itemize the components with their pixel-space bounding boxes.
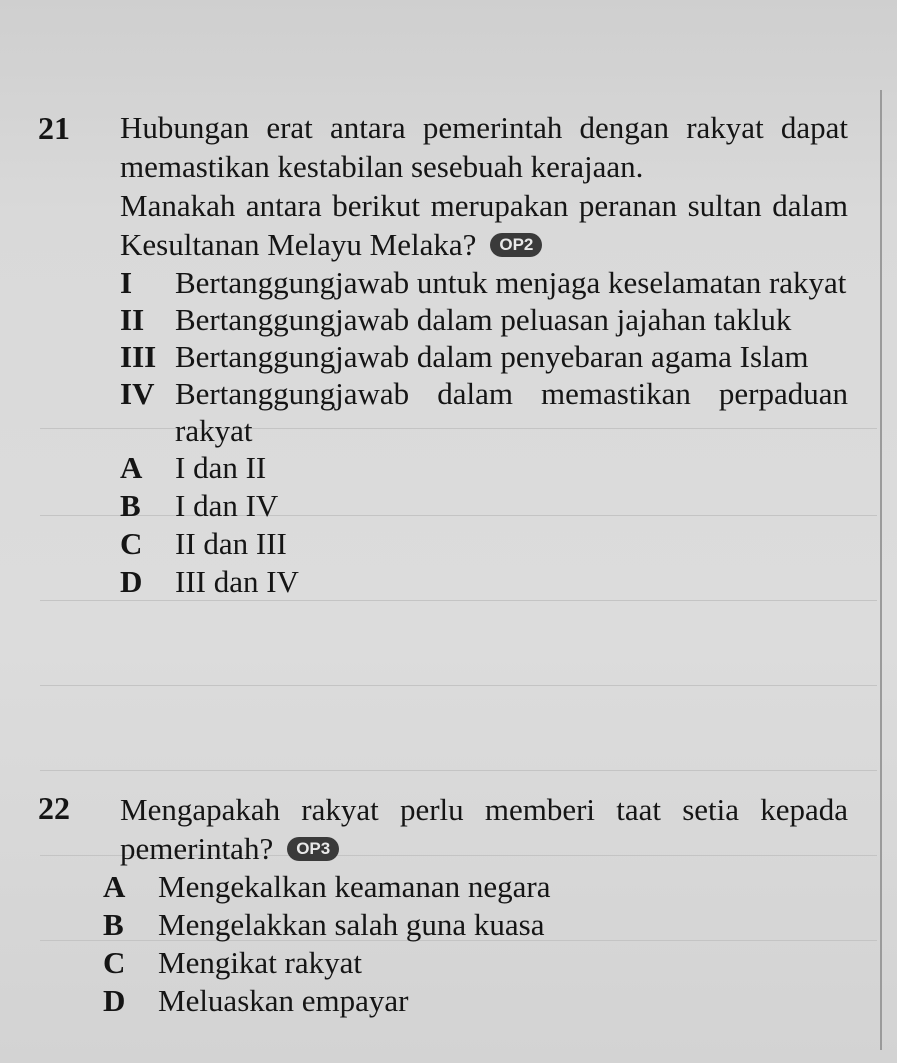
statement-text: Bertanggungjawab dalam peluasan jajahan takluk [175, 302, 792, 337]
answer-option-a[interactable] [103, 868, 848, 906]
answer-option-b[interactable] [120, 487, 848, 525]
statement-item [120, 375, 848, 449]
option-letter: B [103, 907, 124, 942]
question-number: 22 [38, 790, 70, 826]
option-text: Meluaskan empayar [158, 983, 409, 1018]
answer-option-a[interactable] [120, 449, 848, 487]
statement-text: Bertanggungjawab untuk menjaga keselamatan rakyat [175, 265, 847, 300]
statement-text: Bertanggungjawab dalam memastikan perpaduan rakyat [175, 376, 848, 448]
statement-numeral: I [120, 265, 133, 300]
answer-option-b[interactable] [103, 906, 848, 944]
prompt-text: Manakah antara berikut merupakan peranan sultan dalam Kesultanan Melayu Melaka? [120, 188, 848, 262]
option-letter: B [120, 488, 141, 523]
option-letter: A [103, 869, 126, 904]
option-text: I dan IV [175, 488, 279, 523]
option-text: Mengikat rakyat [158, 945, 363, 980]
statement-numeral: II [120, 302, 145, 337]
option-letter: A [120, 450, 143, 485]
answer-option-d[interactable] [120, 563, 848, 601]
question-prompt [120, 186, 848, 264]
question-stem: Hubungan erat antara pemerintah dengan rakyat dapat memastikan kestabilan sesebuah kerajaan. [120, 110, 848, 184]
ruled-line [40, 685, 877, 686]
question-number: 21 [38, 110, 70, 146]
answer-option-c[interactable] [103, 944, 848, 982]
question-22 [38, 790, 848, 1020]
statement-item [120, 301, 848, 338]
level-tag: OP2 [490, 233, 542, 257]
ruled-line [40, 770, 877, 771]
option-letter: D [120, 564, 143, 599]
answer-option-c[interactable] [120, 525, 848, 563]
statement-numeral: IV [120, 376, 155, 411]
level-tag: OP3 [287, 837, 339, 861]
statement-numeral: III [120, 339, 157, 374]
option-text: II dan III [175, 526, 287, 561]
page-margin-line [880, 90, 882, 1050]
statement-text: Bertanggungjawab dalam penyebaran agama Islam [175, 339, 809, 374]
answer-options [120, 449, 848, 601]
answer-options [103, 868, 848, 1020]
stem-text: Mengapakah rakyat perlu memberi taat setia kepada pemerintah? [120, 792, 848, 866]
statement-item [120, 338, 848, 375]
option-text: Mengelakkan salah guna kuasa [158, 907, 545, 942]
option-text: III dan IV [175, 564, 299, 599]
statement-item [120, 264, 848, 301]
option-letter: D [103, 983, 126, 1018]
option-text: Mengekalkan keamanan negara [158, 869, 551, 904]
option-letter: C [120, 526, 143, 561]
answer-option-d[interactable] [103, 982, 848, 1020]
option-letter: C [103, 945, 126, 980]
question-21 [38, 88, 848, 601]
option-text: I dan II [175, 450, 267, 485]
question-stem [120, 790, 848, 868]
